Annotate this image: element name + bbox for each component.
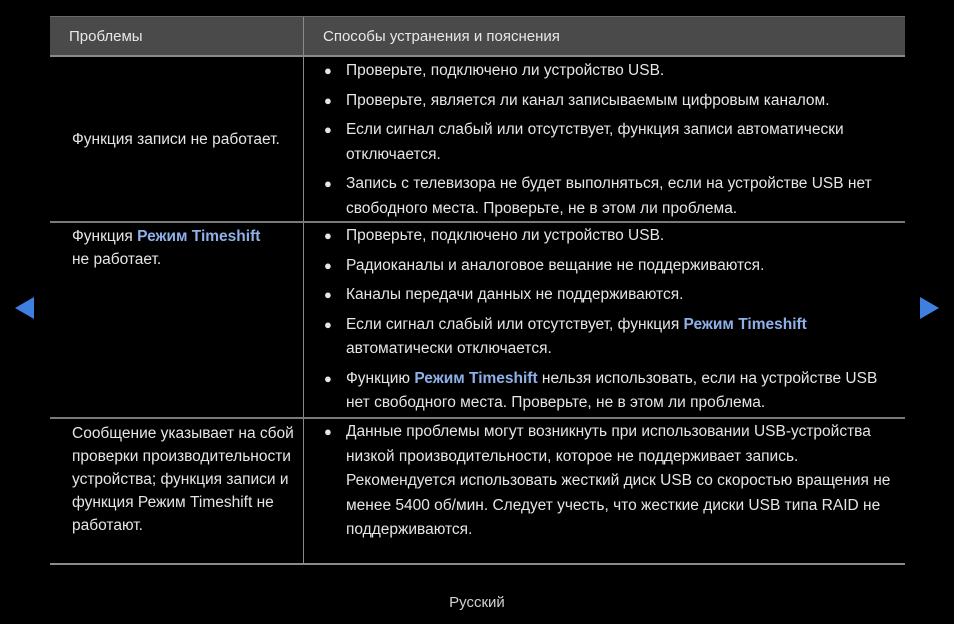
list-item: ● Проверьте, является ли канал записываемым цифровым каналом. bbox=[324, 89, 897, 114]
list-item: ● Проверьте, подключено ли устройство USB. bbox=[324, 59, 897, 84]
solution-list bbox=[324, 57, 897, 221]
list-item: ● Если сигнал слабый или отсутствует, функция записи автоматически отключается. bbox=[324, 118, 897, 167]
bullet-icon: ● bbox=[324, 122, 332, 137]
list-item: ● Запись с телевизора не будет выполняться, если на устройстве USB нет свободного места. Проверьте, не в этом ли проблема. bbox=[324, 172, 897, 221]
bullet-icon: ● bbox=[324, 287, 332, 302]
problem-text-prefix: Функция bbox=[72, 228, 138, 245]
list-item: ● Радиоканалы и аналоговое вещание не поддерживаются. bbox=[324, 254, 897, 279]
problem-cell bbox=[50, 57, 304, 221]
problem-text: Сообщение указывает на сбой проверки производительности устройства; функция записи и функция Режим Timeshift не работают. bbox=[72, 425, 294, 534]
table-row bbox=[50, 57, 905, 223]
triangle-left-icon[interactable] bbox=[15, 297, 34, 319]
bullet-icon: ● bbox=[324, 228, 332, 243]
timeshift-highlight: Режим Timeshift bbox=[137, 228, 261, 245]
list-item: ● Проверьте, подключено ли устройство USB. bbox=[324, 224, 897, 249]
solution-cell bbox=[304, 419, 905, 563]
solution-list bbox=[324, 419, 897, 543]
troubleshooting-table bbox=[50, 16, 905, 565]
header-problems: Проблемы bbox=[50, 17, 304, 55]
bullet-icon: ● bbox=[324, 63, 332, 78]
language-label: Русский bbox=[449, 594, 505, 611]
solution-cell bbox=[304, 223, 905, 417]
solution-list bbox=[324, 223, 897, 416]
solution-cell bbox=[304, 57, 905, 221]
table-row bbox=[50, 223, 905, 419]
bullet-icon: ● bbox=[324, 92, 332, 108]
timeshift-highlight: Режим Timeshift bbox=[683, 315, 807, 333]
list-item: ● Каналы передачи данных не поддерживаются. bbox=[324, 283, 897, 308]
problem-text: Функция записи не работает. bbox=[72, 130, 280, 148]
list-item: ● Если сигнал слабый или отсутствует, функция Режим Timeshift автоматически отключается. bbox=[324, 313, 897, 362]
problem-cell bbox=[50, 223, 304, 417]
problem-text-suffix: не работает. bbox=[72, 251, 162, 268]
triangle-right-icon[interactable] bbox=[920, 297, 939, 319]
table-row bbox=[50, 419, 905, 563]
table-header bbox=[50, 17, 905, 57]
bullet-icon: ● bbox=[324, 370, 332, 386]
timeshift-highlight: Режим Timeshift bbox=[414, 369, 538, 387]
header-solutions: Способы устранения и пояснения bbox=[323, 28, 560, 45]
bullet-icon: ● bbox=[324, 424, 332, 439]
list-item: ● Функцию Режим Timeshift нельзя использовать, если на устройстве USB нет свободного места. Проверьте, не в этом ли проблема. bbox=[324, 367, 897, 416]
problem-cell bbox=[50, 419, 304, 563]
bullet-icon: ● bbox=[324, 316, 332, 332]
list-item: ● Данные проблемы могут возникнуть при использовании USB-устройства низкой производительности, которое не поддерживает запись. Рекомендуется использовать жесткий диск USB со скоростью вращения не менее 5400 об/мин. Следует учесть, что жесткие диски USB типа RAID не поддерживаются. bbox=[324, 420, 897, 543]
bullet-icon: ● bbox=[324, 176, 332, 191]
bullet-icon: ● bbox=[324, 257, 332, 273]
